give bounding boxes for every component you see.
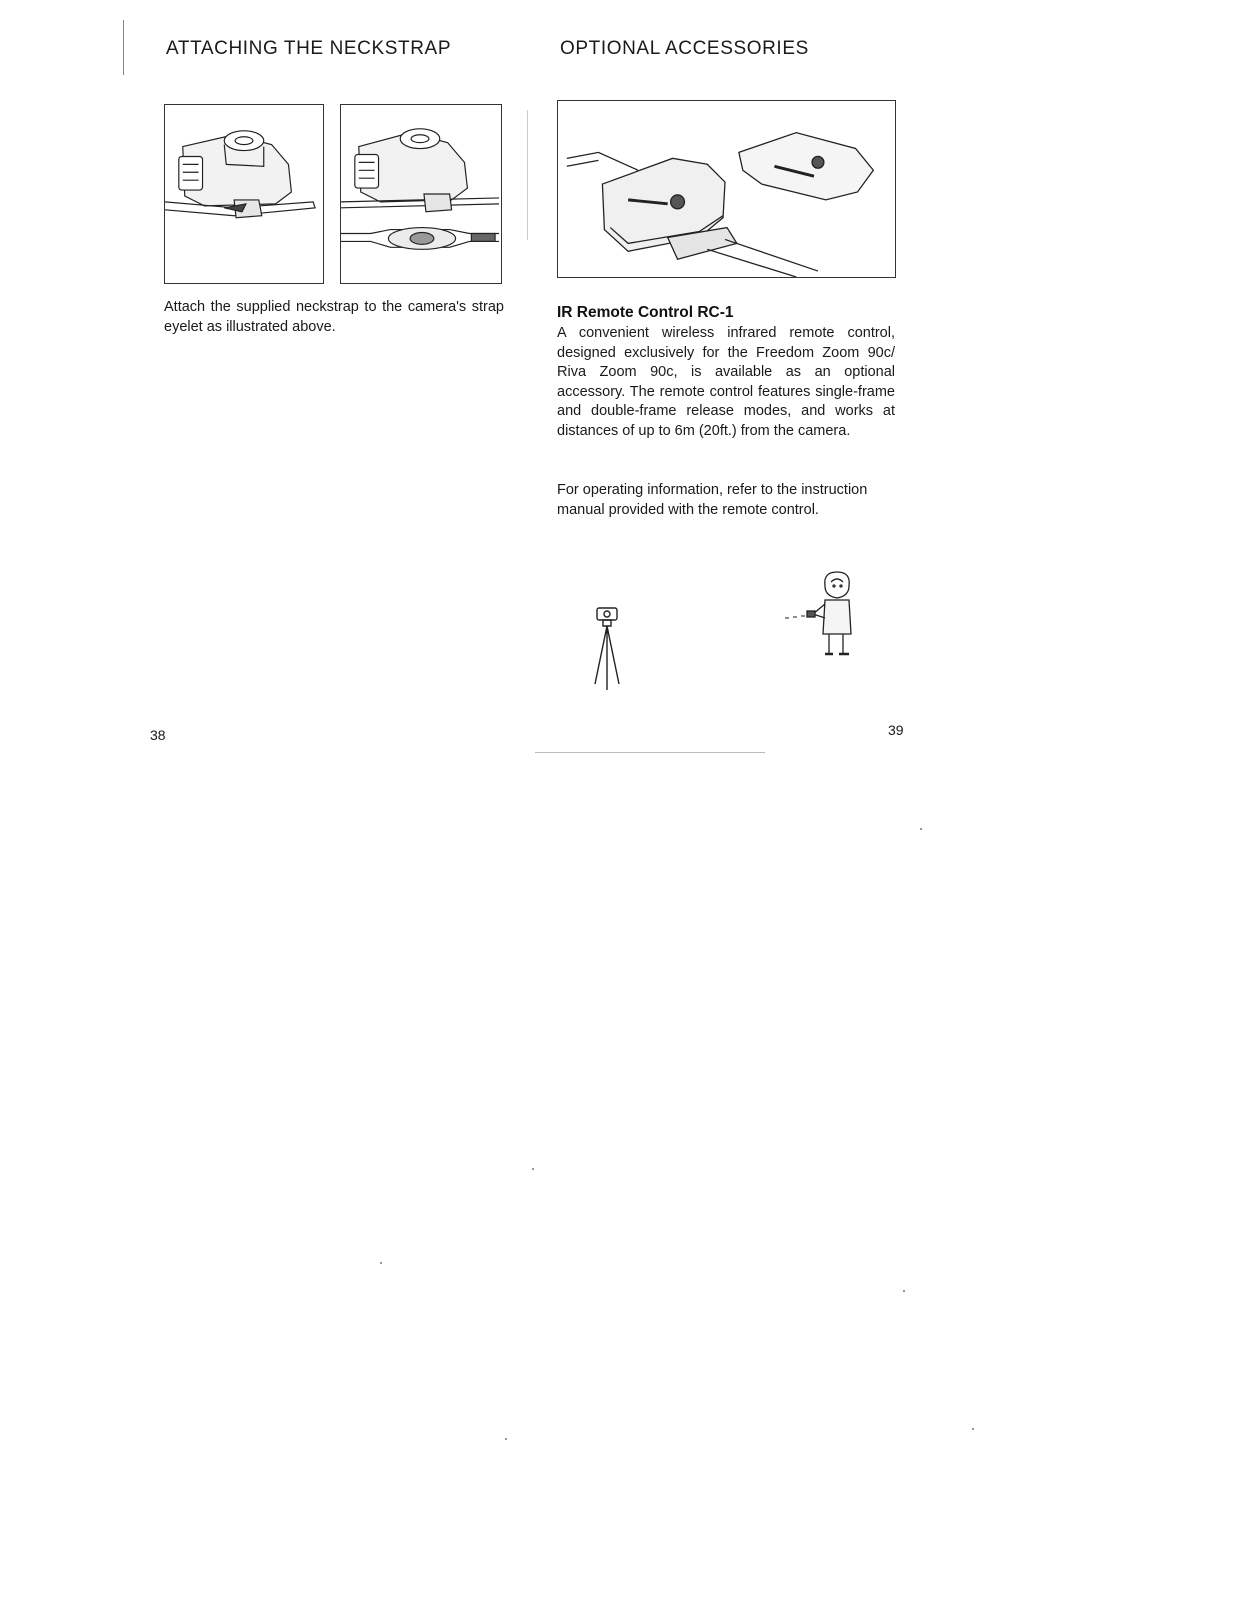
remote-control-description: A convenient wireless infrared remote control, designed exclusively for the Freedom Zoom 90c/ Riva Zoom 90c, is available as an optional accessory. The remote control features single-frame and double-frame release modes, and works at distances of up to 6m (20ft.) from the camera. [557,325,895,439]
scan-center-line [527,110,528,240]
neckstrap-illustration-step-2 [340,104,502,284]
ir-remote-icon [558,101,895,277]
scan-bottom-rule [535,752,765,753]
remote-control-illustration [557,100,896,278]
scan-speck [380,1262,382,1264]
scan-speck [532,1168,534,1170]
page-number-left: 38 [150,727,166,743]
scan-speck [920,828,922,830]
page-number-right: 39 [888,722,904,738]
scan-margin-line [123,20,124,75]
person-with-remote-icon [785,568,857,664]
right-page-heading: OPTIONAL ACCESSORIES [560,38,809,59]
remote-control-title: IR Remote Control RC-1 [557,304,734,321]
left-page-heading: ATTACHING THE NECKSTRAP [166,38,452,59]
neckstrap-instructions: Attach the supplied neckstrap to the camera's strap eyelet as illustrated above. [164,299,504,335]
camera-strap-icon [165,105,323,283]
operating-information-note: For operating information, refer to the instruction manual provided with the remote control. [557,482,868,518]
scan-speck [903,1290,905,1292]
tripod-camera-icon [585,604,631,690]
scan-speck [505,1438,507,1440]
neckstrap-illustration-step-1 [164,104,324,284]
scan-speck [972,1428,974,1430]
camera-strap-icon [341,105,501,283]
